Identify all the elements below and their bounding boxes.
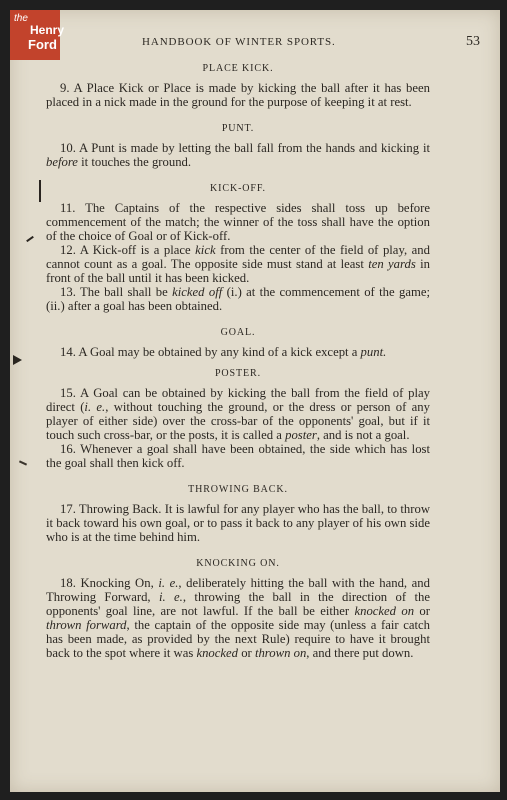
rule-9: 9. A Place Kick or Place is made by kicking the ball after it has been placed in a nick made in the ground for the purpose of keeping it at rest. <box>46 81 430 109</box>
rule-10: 10. A Punt is made by letting the ball fall from the hands and kicking it before it touches the ground. <box>46 141 430 169</box>
rule-16: 16. Whenever a goal shall have been obtained, the side which has lost the goal shall then kick off. <box>46 442 430 470</box>
rule-12: 12. A Kick-off is a place kick from the center of the field of play, and cannot count as a goal. The opposite side must stand at least ten yards in front of the ball until it has been kicked. <box>46 243 430 285</box>
henry-ford-logo <box>10 10 65 60</box>
running-head <box>50 36 480 52</box>
logo-text-ford: Ford <box>28 37 57 52</box>
section-place-kick <box>46 63 430 109</box>
section-punt <box>46 123 430 169</box>
section-kick-off <box>46 183 430 313</box>
section-heading: THROWING BACK. <box>188 484 288 495</box>
running-head-title: HANDBOOK OF WINTER SPORTS. <box>142 36 336 48</box>
margin-tick-mark <box>26 236 34 242</box>
section-throwing-back <box>46 484 430 544</box>
page-number: 53 <box>466 34 480 49</box>
section-heading: PUNT. <box>221 123 255 134</box>
section-heading: POSTER. <box>214 368 262 379</box>
page-body <box>46 60 430 660</box>
rule-15: 15. A Goal can be obtained by kicking the ball from the field of play direct (i. e., without touching the ground, or the dress or person of any player of either side) over the cross-bar of the opponents' goal, but if it touch such cross-bar, or the posts, it is called a poster, and is not a goal. <box>46 386 430 442</box>
logo-text-henry: Henry <box>30 23 65 37</box>
section-heading: KNOCKING ON. <box>196 558 280 569</box>
rule-18: 18. Knocking On, i. e., deliberately hitting the ball with the hand, and Throwing Forward, i. e., throwing the ball in the direction of the opponents' goal line, are not lawful. If the ball be either knocked on or thrown forward, the captain of the opposite side may (unless a fair catch has been made, as provided by the next Rule) require to have it brought back to the spot where it was knocked or thrown on, and there put down. <box>46 576 430 660</box>
section-heading: KICK-OFF. <box>210 183 266 194</box>
margin-pencil-mark <box>39 180 41 202</box>
section-heading: PLACE KICK. <box>202 63 274 74</box>
margin-arrow-icon <box>13 355 22 365</box>
section-heading: GOAL. <box>220 327 256 338</box>
margin-tick-mark <box>19 460 27 465</box>
rule-13: 13. The ball shall be kicked off (i.) at the commencement of the game; (ii.) after a goal has been obtained. <box>46 285 430 313</box>
section-poster <box>46 368 430 470</box>
section-goal <box>46 327 430 359</box>
rule-11: 11. The Captains of the respective sides shall toss up before commencement of the match; the winner of the toss shall have the option of the choice of Goal or of Kick-off. <box>46 201 430 243</box>
book-page <box>10 10 500 792</box>
rule-14: 14. A Goal may be obtained by any kind of a kick except a punt. <box>60 345 387 359</box>
rule-17: 17. Throwing Back. It is lawful for any player who has the ball, to throw it back toward his own goal, or to pass it back to any player of his own side who is at the time behind him. <box>46 502 430 544</box>
section-knocking-on <box>46 558 430 660</box>
logo-text-the: the <box>14 13 28 24</box>
